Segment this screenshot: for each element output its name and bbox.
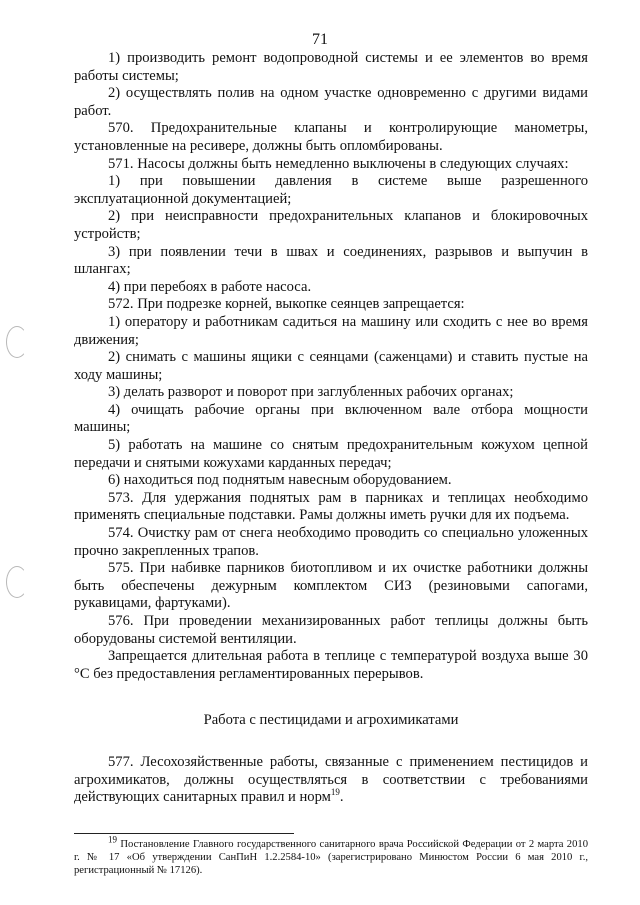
- paragraph: 4) очищать рабочие органы при включенном вале отбора мощности машины;: [74, 401, 588, 436]
- paragraph: 2) при неисправности предохранительных клапанов и блокировочных устройств;: [74, 208, 588, 242]
- paragraph: 575. При набивке парников биотопливом и их очистке работники должны быть обеспечены дежурным комплектом СИЗ (резиновыми сапогами, рукавицами, фартуками).: [74, 560, 588, 612]
- paragraph: 2) снимать с машины ящики с сеянцами (саженцами) и ставить пустые на ходу машины;: [74, 349, 588, 383]
- paragraph: 574. Очистку рам от снега необходимо проводить со специально уложенных прочно закрепленных трапов.: [74, 525, 588, 559]
- punch-hole-mark: [6, 566, 28, 598]
- paragraph: 5) работать на машине со снятым предохранительным кожухом цепной передачи и снятыми кожухами карданных передач;: [74, 437, 588, 471]
- paragraph: 1) оператору и работникам садиться на машину или сходить с нее во время движения;: [74, 313, 588, 348]
- paragraph: 572. При подрезке корней, выкопке сеянцев запрещается:: [108, 296, 465, 313]
- footnote: [74, 834, 588, 878]
- page-number: 71: [312, 31, 328, 48]
- footnote-reference: 19: [330, 787, 340, 798]
- section-heading: Работа с пестицидами и агрохимикатами: [203, 712, 459, 729]
- paragraph: 4) при перебоях в работе насоса.: [108, 278, 312, 295]
- paragraph: 570. Предохранительные клапаны и контролирующие манометры, установленные на ресивере, должны быть опломбированы.: [74, 120, 588, 154]
- paragraph-577-text: 577. Лесохозяйственные работы, связанные с применением пестицидов и агрохимикатов, должны осуществляться в соответствии с требованиями действующих санитарных правил и норм: [74, 753, 588, 806]
- paragraph: 3) делать разворот и поворот при заглубленных рабочих органах;: [108, 384, 514, 401]
- paragraph: 571. Насосы должны быть немедленно выключены в следующих случаях:: [108, 155, 569, 172]
- paragraph: 576. При проведении механизированных работ теплицы должны быть оборудованы системой вентиляции.: [74, 613, 588, 647]
- paragraph: 573. Для удержания поднятых рам в парниках и теплицах необходимо применять специальные подставки. Рамы должны иметь ручки для их подъема.: [74, 489, 588, 524]
- paragraph: 3) при появлении течи в швах и соединениях, разрывов и выпучин в шлангах;: [74, 243, 588, 278]
- footnote-divider: [74, 833, 294, 834]
- document-body: [74, 50, 588, 877]
- footnote-text: Постановление Главного государственного санитарного врача Российской Федерации от 2 марта 2010 г. № 17 «Об утверждении СанПиН 1.2.2584-10» (зарегистрировано Минюстом России 6 мая 2010 г., регистрационный № 17126).: [74, 838, 588, 877]
- footnote-number: 19: [108, 834, 117, 845]
- paragraph-577: 577. Лесохозяйственные работы, связанные с применением пестицидов и агрохимикатов, должны осуществляться в соответствии с требованиями действующих санитарных правил и норм$^{19}$.: [74, 753, 588, 806]
- paragraph: 1) при повышении давления в системе выше разрешенного эксплуатационной документацией;: [74, 173, 588, 207]
- paragraph: Запрещается длительная работа в теплице с температурой воздуха выше 30 °С без предоставления регламентированных перерывов.: [74, 648, 588, 682]
- paragraph: 1) производить ремонт водопроводной системы и ее элементов во время работы системы;: [74, 50, 588, 84]
- paragraph: 6) находиться под поднятым навесным оборудованием.: [108, 472, 452, 489]
- punch-hole-mark: [6, 326, 28, 358]
- paragraph: 2) осуществлять полив на одном участке одновременно с другими видами работ.: [74, 85, 588, 119]
